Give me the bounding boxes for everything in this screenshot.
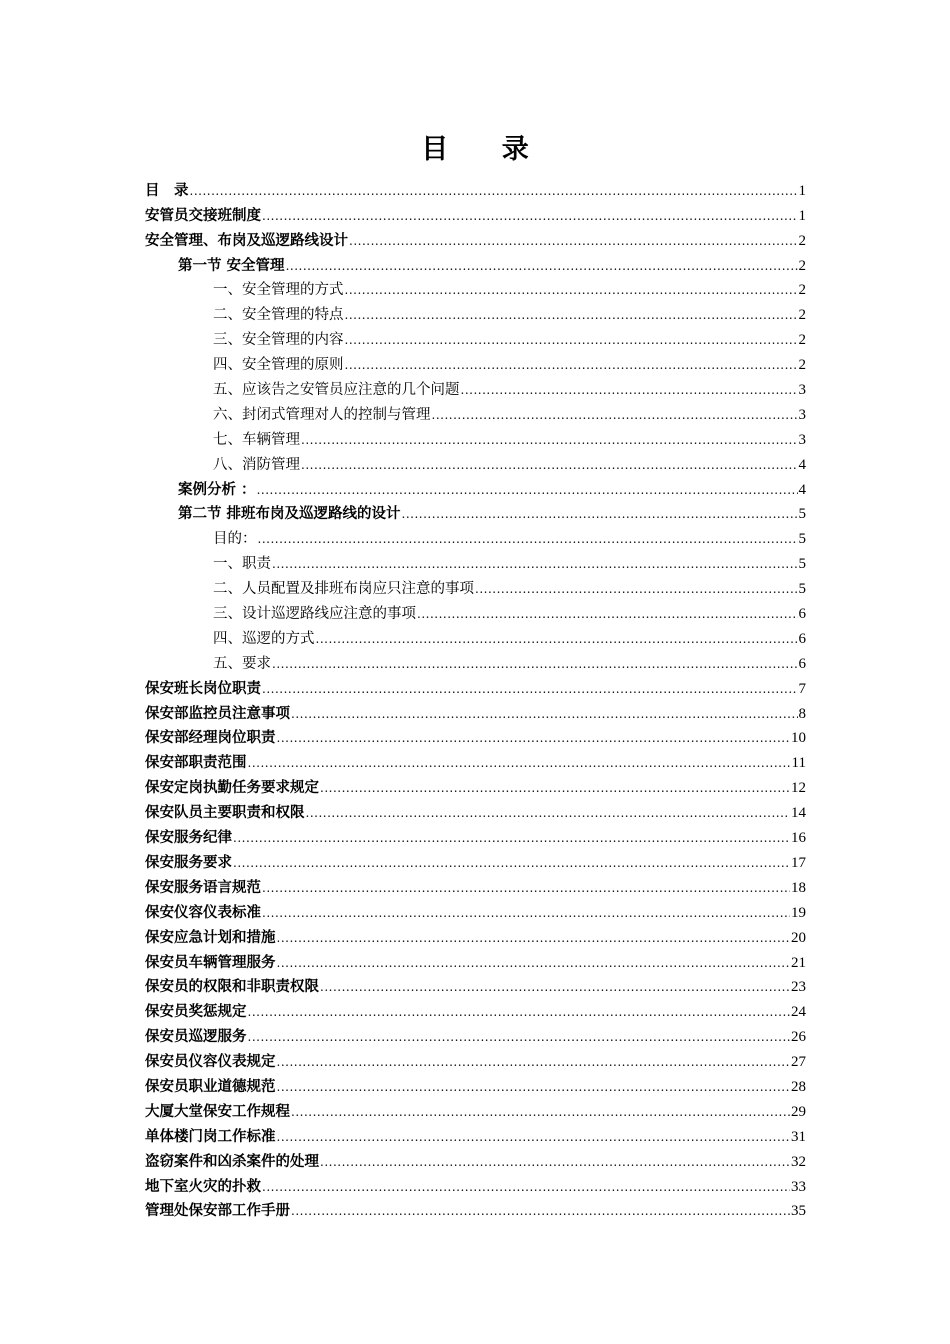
toc-page-number: 20 — [791, 929, 806, 946]
toc-leader-dots — [248, 1028, 791, 1046]
toc-entry[interactable] — [145, 399, 806, 424]
toc-entry-title: 地下室火灾的扑救 — [145, 1177, 261, 1195]
toc-leader-dots — [417, 605, 798, 623]
toc-page-number: 7 — [798, 680, 806, 697]
toc-page-number: 29 — [791, 1103, 806, 1120]
toc-entry[interactable] — [145, 1071, 806, 1096]
toc-page-number: 26 — [791, 1029, 806, 1046]
toc-leader-dots — [262, 904, 790, 922]
toc-page-number: 2 — [798, 332, 806, 349]
toc-entry[interactable] — [145, 349, 806, 374]
toc-page-number: 5 — [798, 506, 806, 523]
toc-entry[interactable] — [145, 1146, 806, 1171]
toc-entry[interactable] — [145, 1021, 806, 1046]
toc-page-number: 10 — [791, 730, 806, 747]
toc-leader-dots — [291, 1103, 790, 1121]
toc-leader-dots — [345, 356, 798, 374]
toc-entry-title: 保安部职责范围 — [145, 754, 247, 772]
toc-leader-dots — [233, 829, 790, 847]
toc-leader-dots — [262, 680, 798, 698]
toc-entry-title: 保安部经理岗位职责 — [145, 729, 276, 747]
toc-entry-title: 保安员职业道德规范 — [145, 1077, 276, 1095]
toc-entry[interactable] — [145, 673, 806, 698]
toc-entry[interactable] — [145, 747, 806, 772]
toc-page-number: 3 — [798, 406, 806, 423]
toc-entry-title: 三、设计巡逻路线应注意的事项 — [213, 606, 416, 623]
toc-leader-dots — [272, 655, 798, 673]
toc-leader-dots — [277, 729, 791, 747]
toc-entry[interactable] — [145, 996, 806, 1021]
toc-entry-title: 保安应急计划和措施 — [145, 928, 276, 946]
toc-entry[interactable] — [145, 275, 806, 300]
toc-page-number: 23 — [791, 979, 806, 996]
table-of-contents — [145, 175, 806, 1220]
toc-entry-title: 保安队员主要职责和权限 — [145, 804, 305, 822]
toc-entry-title: 五、应该告之安管员应注意的几个问题 — [213, 382, 460, 399]
toc-page-number: 6 — [798, 606, 806, 623]
toc-entry-title: 保安员的权限和非职责权限 — [145, 978, 319, 996]
toc-entry[interactable] — [145, 474, 806, 499]
toc-leader-dots — [286, 257, 798, 275]
toc-entry[interactable] — [145, 1171, 806, 1196]
toc-leader-dots — [402, 505, 798, 523]
toc-leader-dots — [461, 381, 798, 399]
toc-leader-dots — [258, 530, 798, 548]
toc-entry-title: 保安服务要求 — [145, 853, 232, 871]
toc-page-number: 19 — [791, 904, 806, 921]
toc-page-number: 8 — [798, 705, 806, 722]
toc-entry[interactable] — [145, 424, 806, 449]
toc-entry[interactable] — [145, 847, 806, 872]
toc-leader-dots — [257, 481, 798, 499]
toc-leader-dots — [432, 406, 798, 424]
toc-leader-dots — [345, 331, 798, 349]
toc-entry[interactable] — [145, 250, 806, 275]
toc-entry[interactable] — [145, 299, 806, 324]
toc-page-number: 2 — [798, 307, 806, 324]
toc-entry-title: 三、安全管理的内容 — [213, 332, 344, 349]
toc-entry[interactable] — [145, 1196, 806, 1221]
toc-entry[interactable] — [145, 698, 806, 723]
toc-page-number: 18 — [791, 879, 806, 896]
toc-page-number: 2 — [798, 357, 806, 374]
toc-page-number: 4 — [798, 481, 806, 498]
toc-page-number: 17 — [791, 854, 806, 871]
toc-page-number: 33 — [791, 1178, 806, 1195]
toc-page-number: 28 — [791, 1078, 806, 1095]
toc-leader-dots — [345, 306, 798, 324]
toc-page-number: 35 — [791, 1203, 806, 1220]
toc-entry-title: 保安仪容仪表标准 — [145, 903, 261, 921]
toc-page-number: 24 — [791, 1004, 806, 1021]
toc-page-number: 3 — [798, 382, 806, 399]
toc-entry-title: 保安班长岗位职责 — [145, 679, 261, 697]
toc-entry-title: 一、职责 — [213, 556, 271, 573]
toc-entry[interactable] — [145, 623, 806, 648]
toc-entry-title: 一、安全管理的方式 — [213, 282, 344, 299]
toc-entry-title: 八、消防管理 — [213, 456, 300, 473]
toc-leader-dots — [277, 929, 791, 947]
toc-entry-title: 五、要求 — [213, 655, 271, 672]
toc-entry[interactable] — [145, 523, 806, 548]
toc-page-number: 2 — [798, 232, 806, 249]
toc-page-number: 6 — [798, 655, 806, 672]
toc-entry[interactable] — [145, 897, 806, 922]
toc-entry[interactable] — [145, 822, 806, 847]
toc-entry-title: 四、安全管理的原则 — [213, 357, 344, 374]
toc-entry-title: 七、车辆管理 — [213, 431, 300, 448]
toc-page-number: 16 — [791, 830, 806, 847]
toc-entry-title: 二、安全管理的特点 — [213, 307, 344, 324]
toc-entry[interactable] — [145, 175, 806, 200]
toc-entry[interactable] — [145, 1046, 806, 1071]
toc-page-number: 6 — [798, 630, 806, 647]
toc-page-number: 12 — [791, 780, 806, 797]
toc-leader-dots — [262, 879, 790, 897]
toc-leader-dots — [475, 580, 798, 598]
toc-page-number: 5 — [798, 531, 806, 548]
toc-entry[interactable] — [145, 1096, 806, 1121]
toc-entry-title: 大厦大堂保安工作规程 — [145, 1102, 290, 1120]
toc-entry-title: 二、人员配置及排班布岗应只注意的事项 — [213, 581, 474, 598]
toc-entry[interactable] — [145, 598, 806, 623]
toc-page-number: 5 — [798, 581, 806, 598]
toc-leader-dots — [248, 1003, 791, 1021]
toc-page-number: 27 — [791, 1054, 806, 1071]
toc-entry[interactable] — [145, 872, 806, 897]
toc-entry-title: 四、巡逻的方式 — [213, 630, 315, 647]
toc-page-number: 14 — [791, 805, 806, 822]
toc-page-number: 4 — [798, 456, 806, 473]
toc-page-number: 32 — [791, 1153, 806, 1170]
toc-leader-dots — [277, 1128, 791, 1146]
toc-leader-dots — [262, 207, 798, 225]
toc-leader-dots — [277, 1053, 791, 1071]
toc-entry-title: 六、封闭式管理对人的控制与管理 — [213, 406, 431, 423]
toc-entry-title: 管理处保安部工作手册 — [145, 1202, 290, 1220]
toc-entry-title: 目 录 — [145, 181, 189, 199]
toc-entry[interactable] — [145, 1121, 806, 1146]
toc-entry[interactable] — [145, 648, 806, 673]
toc-entry-title: 保安服务语言规范 — [145, 878, 261, 896]
toc-leader-dots — [277, 954, 791, 972]
toc-entry[interactable] — [145, 772, 806, 797]
toc-entry-title: 第一节 安全管理 — [178, 256, 285, 274]
toc-leader-dots — [306, 804, 791, 822]
toc-leader-dots — [291, 705, 798, 723]
toc-entry-title: 案例分析 ： — [178, 480, 256, 498]
toc-leader-dots — [262, 1178, 790, 1196]
toc-page-number: 11 — [791, 755, 806, 772]
toc-entry-title: 保安员仪容仪表规定 — [145, 1053, 276, 1071]
toc-entry-title: 保安员奖惩规定 — [145, 1003, 247, 1021]
toc-page-number: 2 — [798, 257, 806, 274]
toc-leader-dots — [272, 555, 798, 573]
toc-leader-dots — [320, 1153, 790, 1171]
toc-page-number: 21 — [791, 954, 806, 971]
toc-entry-title: 安管员交接班制度 — [145, 206, 261, 224]
toc-entry[interactable] — [145, 374, 806, 399]
toc-entry[interactable] — [145, 499, 806, 524]
toc-leader-dots — [345, 281, 798, 299]
toc-leader-dots — [301, 456, 798, 474]
toc-leader-dots — [190, 182, 798, 200]
toc-entry-title: 保安定岗执勤任务要求规定 — [145, 779, 319, 797]
toc-entry[interactable] — [145, 922, 806, 947]
toc-leader-dots — [316, 630, 798, 648]
toc-entry[interactable] — [145, 200, 806, 225]
toc-leader-dots — [291, 1202, 790, 1220]
toc-entry[interactable] — [145, 573, 806, 598]
toc-page-number: 1 — [798, 207, 806, 224]
toc-entry-title: 目的： — [213, 531, 257, 548]
toc-leader-dots — [248, 754, 791, 772]
toc-page-number: 2 — [798, 282, 806, 299]
toc-entry-title: 保安部监控员注意事项 — [145, 704, 290, 722]
toc-entry-title: 安全管理、布岗及巡逻路线设计 — [145, 231, 348, 249]
toc-entry[interactable] — [145, 797, 806, 822]
toc-page-number: 3 — [798, 431, 806, 448]
toc-entry-title: 第二节 排班布岗及巡逻路线的设计 — [178, 505, 401, 523]
toc-entry-title: 保安员巡逻服务 — [145, 1028, 247, 1046]
toc-entry-title: 单体楼门岗工作标准 — [145, 1127, 276, 1145]
toc-leader-dots — [277, 1078, 791, 1096]
toc-page-number: 5 — [798, 556, 806, 573]
toc-entry-title: 保安员车辆管理服务 — [145, 953, 276, 971]
toc-page-number: 1 — [798, 182, 806, 199]
page-title: 目 录 — [421, 134, 551, 165]
toc-leader-dots — [233, 854, 790, 872]
toc-page-number: 31 — [791, 1128, 806, 1145]
toc-leader-dots — [301, 431, 798, 449]
toc-leader-dots — [349, 232, 798, 250]
toc-entry[interactable] — [145, 225, 806, 250]
toc-entry-title: 盗窃案件和凶杀案件的处理 — [145, 1152, 319, 1170]
toc-entry[interactable] — [145, 449, 806, 474]
toc-entry[interactable] — [145, 972, 806, 997]
toc-entry-title: 保安服务纪律 — [145, 829, 232, 847]
toc-entry[interactable] — [145, 548, 806, 573]
toc-leader-dots — [320, 978, 790, 996]
toc-entry[interactable] — [145, 723, 806, 748]
toc-entry[interactable] — [145, 324, 806, 349]
toc-entry[interactable] — [145, 947, 806, 972]
toc-leader-dots — [320, 779, 790, 797]
